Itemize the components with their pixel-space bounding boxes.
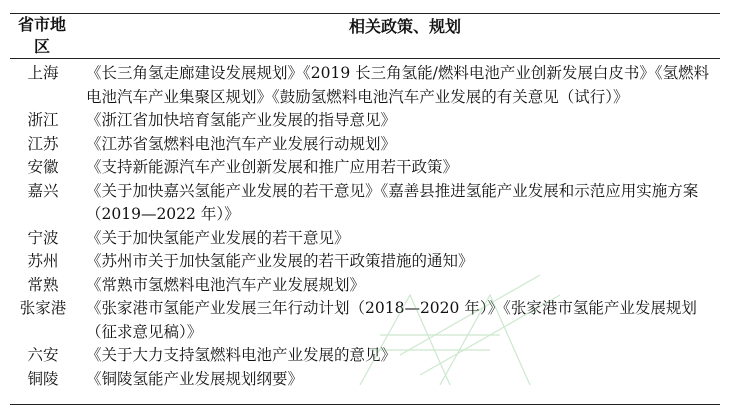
table-row <box>10 156 720 180</box>
table-bottom-rule <box>10 404 720 405</box>
row-region: 嘉兴 <box>27 181 59 200</box>
table-row <box>10 344 720 368</box>
row-region: 上海 <box>27 64 59 82</box>
row-region: 铜陵 <box>27 369 59 388</box>
row-policy: 《铜陵氢能产业发展规划纲要》 <box>86 369 304 388</box>
header-region: 省市地区 <box>17 15 66 56</box>
row-policy: 《苏州市关于加快氢能产业发展的若干政策措施的通知》 <box>86 252 474 270</box>
header-policy: 相关政策、规划 <box>348 17 461 36</box>
row-policy: 《张家港市氢能产业发展三年行动计划（2018—2020 年）》《张家港市氢能产业发展规划（征求意见稿）》 <box>86 299 697 341</box>
table-row <box>10 62 720 109</box>
row-region: 浙江 <box>27 111 59 129</box>
table-row <box>10 227 720 251</box>
table-top-rule <box>10 13 720 14</box>
table-row <box>10 133 720 157</box>
row-policy: 《关于大力支持氢燃料电池产业发展的意见》 <box>86 346 397 364</box>
row-policy: 《江苏省氢燃料电池汽车产业发展行动规划》 <box>86 134 397 153</box>
row-region: 安徽 <box>27 158 59 176</box>
row-region: 常熟 <box>27 275 59 294</box>
row-region: 六安 <box>27 346 59 364</box>
row-policy: 《浙江省加快培育氢能产业发展的指导意见》 <box>86 111 397 129</box>
row-region: 江苏 <box>27 134 59 153</box>
table-header-rule <box>10 58 720 59</box>
row-region: 张家港 <box>19 299 67 317</box>
table-row <box>10 180 720 227</box>
row-region: 苏州 <box>27 252 59 270</box>
table-row <box>10 368 720 392</box>
row-policy: 《长三角氢走廊建设发展规划》《2019 长三角氢能/燃料电池产业创新发展白皮书》《氢燃料电池汽车产业集聚区规划》《鼓励氢燃料电池汽车产业发展的有关意见（试行）》 <box>86 64 710 106</box>
row-policy: 《关于加快嘉兴氢能产业发展的若干意见》《嘉善县推进氢能产业发展和示范应用实施方案（2019—2022 年）》 <box>86 181 699 223</box>
table-row <box>10 109 720 133</box>
table-row <box>10 274 720 298</box>
row-region: 宁波 <box>27 228 59 247</box>
row-policy: 《关于加快氢能产业发展的若干意见》 <box>86 228 350 247</box>
table-row <box>10 250 720 274</box>
table-row <box>10 297 720 344</box>
row-policy: 《支持新能源汽车产业创新发展和推广应用若干政策》 <box>86 158 459 176</box>
table-body <box>10 62 720 391</box>
row-policy: 《常熟市氢燃料电池汽车产业发展规划》 <box>86 275 366 294</box>
